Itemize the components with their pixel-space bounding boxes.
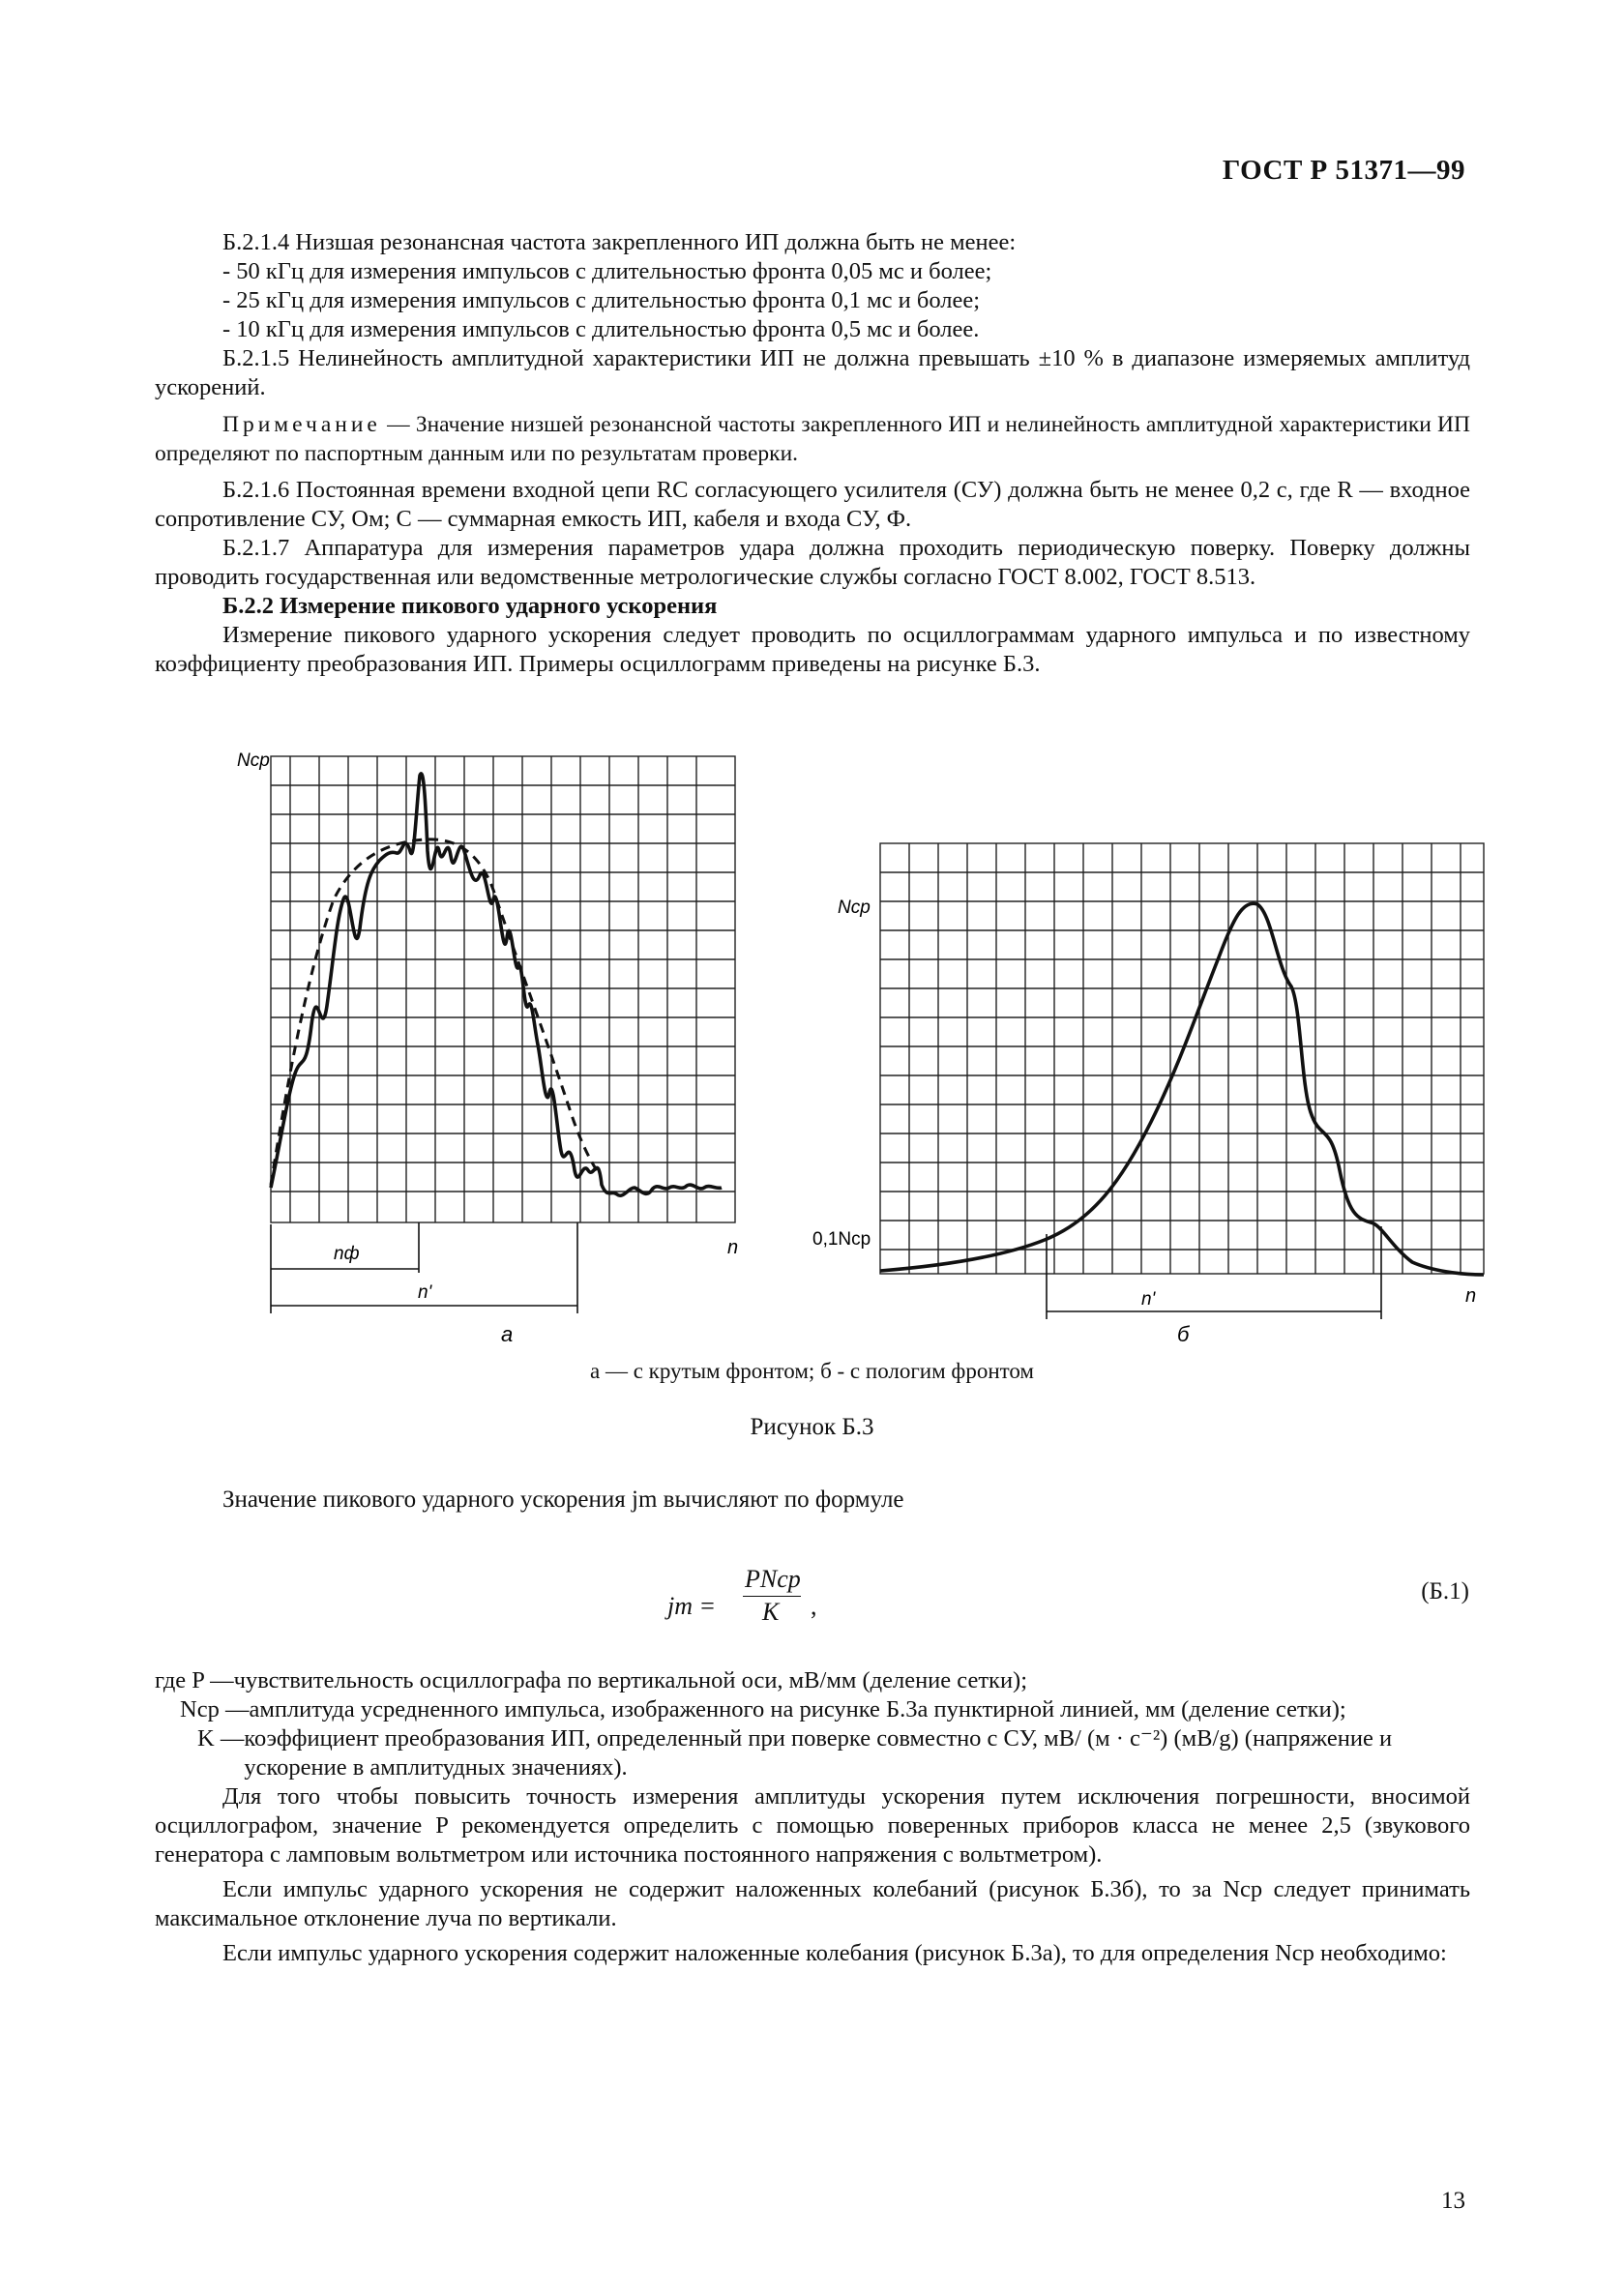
label-a-ncp: Nср [237,751,270,771]
def-text-ncp: амплитуда усредненного импульса, изображенного на рисунке Б.3а пунктирной линией, мм (деление сетки); [249,1696,1346,1722]
bullet-50khz: - 50 кГц для измерения импульсов с длительностью фронта 0,05 мс и более; [222,258,992,284]
definition-ncp [155,1695,1470,1724]
fraction-bar [743,1596,801,1597]
def-text-p: чувствительность осциллографа по вертикальной оси, мВ/мм (деление сетки); [233,1667,1028,1693]
def-term-p: где P — [155,1667,234,1693]
paragraph-b215: Б.2.1.5 Нелинейность амплитудной характеристики ИП не должна превышать ±10 % в диапазоне измеряемых амплитуд ускорений. [155,345,1470,400]
label-a-nf: nф [334,1244,360,1264]
paragraph-b22: Измерение пикового ударного ускорения следует проводить по осциллограммам ударного импульса и по известному коэффициенту преобразования ИП. Примеры осциллограмм приведены на рисунке Б.3. [155,622,1470,677]
figure-caption: а — с крутым фронтом; б - с пологим фронтом [590,1359,1034,1383]
label-a-nprime: n' [418,1282,432,1303]
grid-b [880,843,1484,1274]
definition-k [155,1724,1470,1782]
formula-intro: Значение пикового ударного ускорения jm вычисляют по формуле [222,1487,904,1513]
paragraph-b216: Б.2.1.6 Постоянная времени входной цепи RC согласующего усилителя (СУ) должна быть не менее 0,2 с, где R — входное сопротивление СУ, Ом; C — суммарная емкость ИП, кабеля и входа СУ, Ф. [155,477,1470,532]
label-b-nprime: n' [1141,1289,1156,1310]
section-heading-b22: Б.2.2 Измерение пикового ударного ускорения [222,593,718,619]
paragraph-accuracy: Для того чтобы повысить точность измерения амплитуды ускорения путем исключения погрешности, вносимой осциллографом, значение P рекомендуется определить с помощью поверенных приборов класса не менее 2,5 (звукового генератора с ламповым вольтметром или источника постоянного напряжения с вольтметром). [155,1783,1470,1868]
bullet-25khz: - 25 кГц для измерения импульсов с длительностью фронта 0,1 мс и более; [222,287,981,313]
formula-tail: , [811,1592,817,1620]
label-b-n: n [1465,1285,1477,1307]
paragraph-b214: Б.2.1.4 Низшая резонансная частота закрепленного ИП должна быть не менее: [222,229,1017,255]
definitions [155,1666,1470,1968]
paragraph-with-oscillation: Если импульс ударного ускорения содержит наложенные колебания (рисунок Б.3а), то для определения Nср необходимо: [222,1940,1447,1966]
standard-header: ГОСТ Р 51371—99 [1222,155,1465,186]
curve-a-oscillating [271,774,722,1195]
formula-numerator: PNср [745,1565,801,1593]
note-label: Примечание [222,412,381,437]
figure-title: Рисунок Б.3 [750,1414,874,1440]
paragraph-no-oscillation: Если импульс ударного ускорения не содержит наложенных колебаний (рисунок Б.3б), то за Nср следует принимать максимальное отклонение луча по вертикали. [155,1876,1470,1931]
page-number: 13 [1441,2188,1465,2214]
def-text-k: коэффициент преобразования ИП, определенный при поверке совместно с СУ, мВ/ (м · с⁻²) (мВ/g) (напряжение и ускорение в амплитудных значениях). [244,1725,1393,1781]
dimensions-b [1047,1226,1381,1319]
label-b-ncp: Nср [838,898,871,918]
formula-b1 [667,1557,861,1634]
label-b-letter: б [1177,1322,1190,1346]
note-text: — Значение низшей резонансной частоты закрепленного ИП и нелинейность амплитудной характеристики ИП определяют по паспортным данным или по результатам проверки. [155,412,1470,466]
label-a-n: n [727,1237,739,1258]
label-a-letter: а [501,1322,514,1346]
definition-p [155,1666,1470,1695]
formula-lhs: jm = [667,1592,717,1620]
equation-number: (Б.1) [1421,1578,1469,1604]
paragraph-b217: Б.2.1.7 Аппаратура для измерения параметров удара должна проходить периодическую поверку. Поверку должны проводить государственная или ведомственные метрологические службы согласно ГОСТ 8.002, ГОСТ 8.513. [155,535,1470,590]
label-b-level: 0,1Nср [812,1229,871,1250]
def-term-ncp: Nср — [180,1696,250,1722]
bullet-10khz: - 10 кГц для измерения импульсов с длительностью фронта 0,5 мс и более. [222,316,980,342]
formula-denominator: K [762,1598,780,1626]
def-term-k: K — [197,1725,245,1751]
grid-a [271,756,735,1222]
